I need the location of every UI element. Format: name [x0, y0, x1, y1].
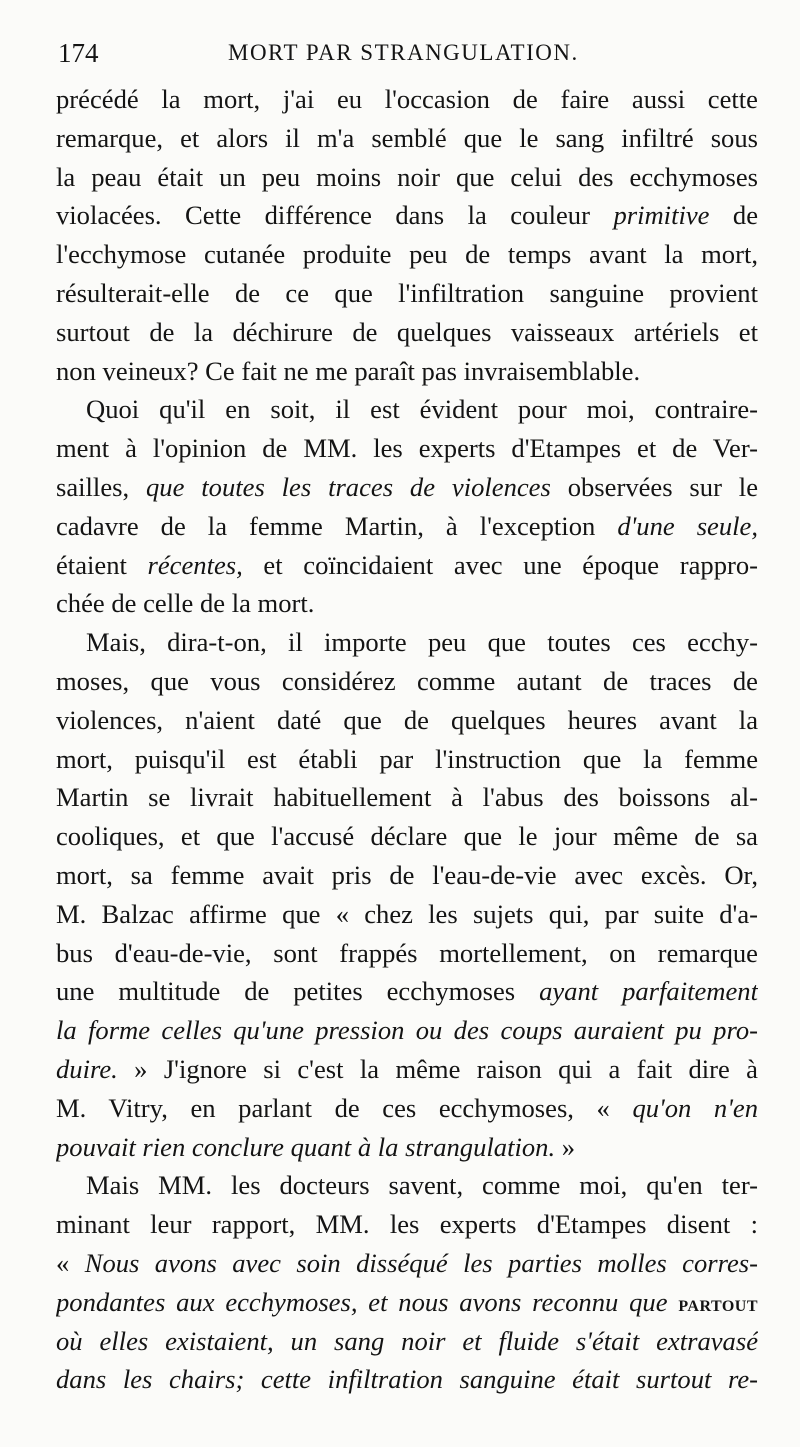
text-segment: remarque, et alors il m'a semblé que le sang infiltré sous — [56, 122, 758, 153]
text-segment: cooliques, et que l'accusé déclare que le jour même de sa — [56, 821, 758, 852]
text-line — [56, 1166, 758, 1205]
text-segment: Martin se livrait habituellement à l'abus des boissons al- — [56, 782, 758, 813]
text-line — [56, 1011, 758, 1050]
text-segment: » J'ignore si c'est la même raison qui a fait dire à — [117, 1053, 758, 1084]
text-segment: chée de celle de la mort. — [56, 588, 315, 619]
text-line — [56, 390, 758, 429]
text-line — [56, 352, 758, 391]
text-segment: surtout de la déchirure de quelques vaisseaux artériels et — [56, 316, 758, 347]
text-line — [56, 235, 758, 274]
text-line — [56, 1205, 758, 1244]
text-segment: non veineux? Ce fait ne me paraît pas invraisemblable. — [56, 355, 641, 386]
italic-text: dans les chairs; cette infiltration sanguine était surtout re- — [56, 1364, 758, 1395]
text-line — [56, 817, 758, 856]
text-segment: précédé la mort, j'ai eu l'occasion de faire aussi cette — [56, 84, 758, 114]
italic-text: la forme celles qu'une pression ou des coups auraient pu pro- — [56, 1015, 758, 1046]
running-title: MORT PAR STRANGULATION. — [228, 40, 579, 65]
running-head — [58, 38, 758, 74]
text-segment: étaient — [56, 549, 148, 580]
italic-text: pouvait rien conclure quant à la strangulation. — [56, 1131, 556, 1162]
text-line — [56, 895, 758, 934]
text-line — [56, 507, 758, 546]
text-line — [56, 274, 758, 313]
text-segment: mort, sa femme avait pris de l'eau-de-vie avec excès. Or, — [56, 859, 758, 890]
italic-text: duire. — [56, 1053, 118, 1084]
text-line — [56, 584, 758, 623]
text-line — [56, 1244, 758, 1283]
text-line — [56, 623, 758, 662]
text-line — [56, 546, 758, 585]
text-line — [56, 740, 758, 779]
italic-text: où elles existaient, un sang noir et fluide s'était extravasé — [56, 1325, 758, 1356]
italic-text: primitive — [613, 200, 710, 231]
text-line — [56, 1283, 758, 1322]
text-segment: bus d'eau-de-vie, sont frappés mortellement, on remarque — [56, 937, 758, 968]
text-line — [56, 934, 758, 973]
text-segment: M. Balzac affirme que « chez les sujets qui, par suite d'a- — [56, 898, 758, 929]
text-line — [56, 972, 758, 1011]
text-line — [56, 662, 758, 701]
italic-text: qu'on n'en — [632, 1092, 758, 1123]
small-caps-text: PARTOUT — [678, 1297, 758, 1315]
text-segment: M. Vitry, en parlant de ces ecchymoses, « — [56, 1092, 633, 1123]
text-line — [56, 1050, 758, 1089]
text-line — [56, 313, 758, 352]
text-segment: violacées. Cette différence dans la couleur — [56, 200, 614, 231]
text-line — [56, 1128, 758, 1167]
italic-text: d'une seule, — [617, 510, 758, 541]
text-line — [56, 119, 758, 158]
italic-text: pondantes aux ecchymoses, et nous avons reconnu que — [56, 1286, 679, 1317]
text-segment: sailles, — [56, 471, 146, 502]
text-segment: « — [56, 1247, 85, 1278]
text-segment: minant leur rapport, MM. les experts d'Etampes disent : — [56, 1209, 758, 1240]
text-line — [56, 80, 758, 119]
text-line — [56, 158, 758, 197]
text-line — [56, 856, 758, 895]
text-segment: résulterait-elle de ce que l'infiltration sanguine provient — [56, 277, 758, 308]
italic-text: que toutes les traces de violences — [146, 471, 551, 502]
text-line — [56, 701, 758, 740]
text-segment: Mais MM. les docteurs savent, comme moi, qu'en ter- — [86, 1170, 758, 1201]
text-line — [56, 468, 758, 507]
body-text — [56, 80, 758, 1399]
text-segment: observées sur le — [550, 471, 758, 502]
text-segment: ment à l'opinion de MM. les experts d'Etampes et de Ver- — [56, 433, 758, 464]
text-line — [56, 429, 758, 468]
text-line — [56, 778, 758, 817]
text-segment: Mais, dira-t-on, il importe peu que toutes ces ecchy- — [86, 627, 758, 658]
text-segment: mort, puisqu'il est établi par l'instruction que la femme — [56, 743, 758, 774]
text-segment: moses, que vous considérez comme autant de traces de — [56, 665, 758, 696]
text-line — [56, 1322, 758, 1361]
text-segment: » — [555, 1131, 576, 1162]
page-number: 174 — [58, 38, 99, 68]
text-line — [56, 196, 758, 235]
text-segment: Quoi qu'il en soit, il est évident pour moi, contraire- — [86, 394, 758, 425]
text-segment: cadavre de la femme Martin, à l'exception — [56, 510, 618, 541]
text-segment: la peau était un peu moins noir que celui des ecchymoses — [56, 161, 758, 192]
text-segment: de — [709, 200, 758, 231]
text-line — [56, 1360, 758, 1399]
text-segment: une multitude de petites ecchymoses — [56, 976, 540, 1007]
text-segment: et coïncidaient avec une époque rappro- — [242, 549, 758, 580]
italic-text: ayant parfaitement — [539, 976, 758, 1007]
italic-text: Nous avons avec soin disséqué les parties molles corres- — [84, 1247, 758, 1278]
italic-text: récentes, — [147, 549, 243, 580]
text-segment: violences, n'aient daté que de quelques heures avant la — [56, 704, 758, 735]
text-line — [56, 1089, 758, 1128]
text-segment: l'ecchymose cutanée produite peu de temps avant la mort, — [56, 239, 758, 270]
